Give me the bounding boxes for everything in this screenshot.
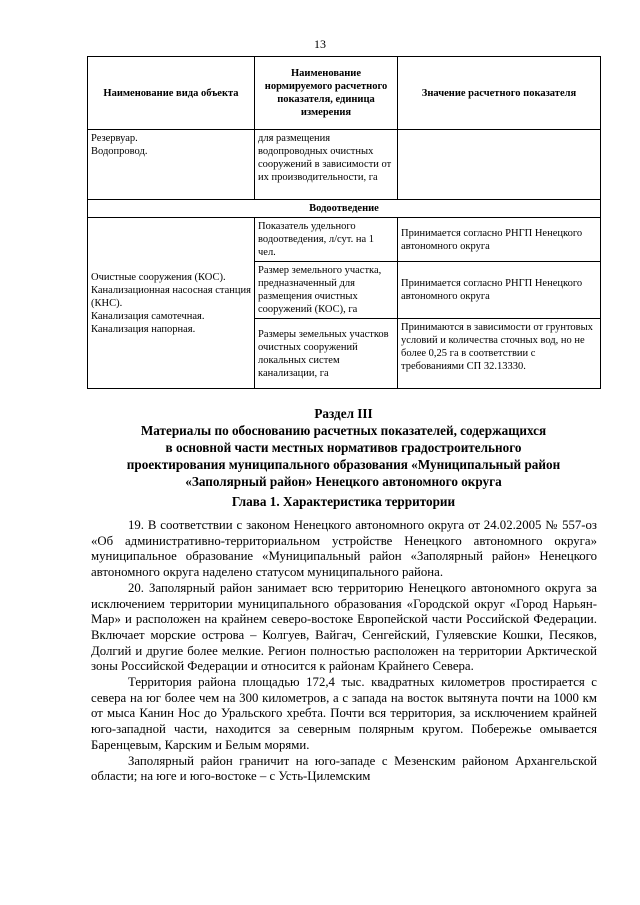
header-indicator: Наименование нормируемого расчетного показателя, единица измерения	[255, 57, 398, 130]
section-row	[88, 200, 601, 218]
section-title-line: в основной части местных нормативов градостроительного	[165, 440, 522, 455]
object-name: Резервуар.	[91, 133, 138, 144]
value-cell	[398, 130, 601, 200]
header-value: Значение расчетного показателя	[398, 57, 601, 130]
page-number: 13	[314, 37, 326, 51]
indicator-cell: Размер земельного участка, предназначенный для размещения очистных сооружений (КОС), га	[255, 262, 398, 319]
value-cell: Принимается согласно РНГП Ненецкого автономного округа	[398, 218, 601, 262]
chapter-title: Глава 1. Характеристика территории	[231, 494, 456, 509]
object-name: Канализация самотечная.	[91, 310, 205, 322]
object-name: Водопровод.	[91, 146, 148, 157]
paragraph: Заполярный район граничит на юго-западе с Мезенским районом Архангельской области; на юге и юго-востоке – с Усть-Цилемским	[91, 753, 597, 784]
table-header-row	[88, 57, 601, 130]
indicator-cell: Размеры земельных участков очистных сооружений локальных систем канализации, га	[255, 319, 398, 389]
object-name: Канализация напорная.	[91, 323, 196, 335]
section-number: Раздел III	[314, 406, 373, 421]
table-row	[88, 130, 601, 200]
indicator-cell: для размещения водопроводных очистных сооружений в зависимости от их производительности, га	[255, 130, 398, 200]
norms-table	[87, 56, 601, 389]
header-object-type: Наименование вида объекта	[88, 57, 255, 130]
drain-object-cell	[88, 218, 255, 389]
section-title-line: проектирования муниципального образования «Муниципальный район	[126, 457, 561, 472]
paragraph: 19. В соответствии с законом Ненецкого автономного округа от 24.02.2005 № 557-оз «Об административно-территориальном устройстве Ненецкого автономного округа» муниципальное образование «Муниципальный район «Заполярный район» Ненецкого автономного округа наделено статусом муниципального района.	[91, 518, 597, 580]
section-heading	[87, 405, 600, 490]
value-cell: Принимаются в зависимости от грунтовых условий и количества сточных вод, но не более 0,25 га в соответствии с требованиями СП 32.13330.	[398, 319, 601, 389]
object-name: Очистные сооружения (КОС).	[91, 271, 226, 283]
value-cell: Принимается согласно РНГП Ненецкого автономного округа	[398, 262, 601, 319]
paragraph: 20. Заполярный район занимает всю территорию Ненецкого автономного округа за исключением территории муниципального образования «Городской округ «Город Нарьян-Мар» и расположен на крайнем северо-востоке Европейской части Российской Федерации. Включает морские острова – Колгуев, Вайгач, Сенгейский, Гуляевские Кошки, Песяков, Долгий и другие более мелкие. Регион полностью расположен на территории Арктической зоны Российской Федерации и относится к районам Крайнего Севера.	[91, 580, 597, 674]
body-text	[91, 518, 597, 785]
table-row	[88, 218, 601, 262]
paragraph: Территория района площадью 172,4 тыс. квадратных километров простирается с севера на юг более чем на 300 километров, а с запада на восток вытянута почти на 1000 км от мыса Канин Нос до Уральского хребта. Почти вся территория, за исключением крайней юго-западной части, находится за северным полярным кругом. Побережье омывается Баренцевым, Карским и Белым морями.	[91, 675, 597, 752]
object-name: Канализационная насосная станция (КНС).	[91, 284, 251, 309]
section-title-line: Материалы по обоснованию расчетных показателей, содержащихся	[140, 423, 547, 438]
section-title-line: «Заполярный район» Ненецкого автономного округа	[185, 474, 502, 489]
object-cell	[88, 130, 255, 200]
section-title: Водоотведение	[88, 200, 601, 218]
indicator-cell: Показатель удельного водоотведения, л/сут. на 1 чел.	[255, 218, 398, 262]
